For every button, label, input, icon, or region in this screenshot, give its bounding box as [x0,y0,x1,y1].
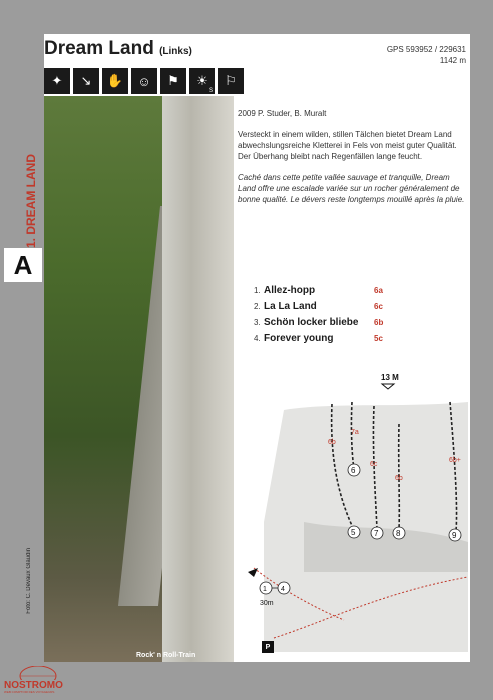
approach-distance: 30m [260,600,274,607]
description-de: Versteckt in einem wilden, stillen Tälchen bietet Dream Land abwechslungsreiche Kletterei in Fels von meist guter Qualität. Der Überhang bleibt nach Regenfällen lange feucht. [238,130,457,161]
sun-icon-sub: S [208,88,213,94]
sun-icon: ☀ S [189,68,215,94]
gps-coordinates: GPS 593952 / 229631 [386,45,466,54]
topo-route-number: 7 [374,529,379,538]
topo-route-number: 9 [452,531,457,540]
list-item: 3. Schön locker bliebe 6b [254,316,384,328]
face-icon: ☺ [131,68,157,94]
topo-grade: 6b [395,475,403,482]
description [238,108,466,215]
sidebar-label: 1. DREAM LAND [24,153,38,248]
photo-route-label: Rock' n Roll-Train [136,652,196,659]
topo-grade: 6c [370,461,378,468]
authors: 2009 P. Studer, B. Muralt [238,109,327,118]
walker-icon: ⚐ [218,68,244,94]
parking-icon: P [262,641,274,653]
list-item: 1. Allez-hopp 6a [254,284,383,296]
page-title [44,38,192,60]
topo-top-label: 13 M [381,373,399,382]
title-text: Dream Land [44,38,154,59]
header [44,38,470,66]
list-item: 2. La La Land 6c [254,300,383,312]
route-list [254,282,394,346]
icon-bar [44,68,244,94]
approach-to: 4 [281,586,285,593]
sector-letter: A [4,248,42,282]
topo-grade: 6b+ [449,457,461,464]
family-icon: ⚑ [160,68,186,94]
topo-diagram [244,372,468,660]
approach-from: 1 [263,586,267,593]
topo-route-number: 6 [351,466,356,475]
list-item: 4. Forever young 5c [254,332,383,344]
globe-icon [18,666,58,680]
topo-route-number: 8 [396,529,401,538]
thumb-icon: ✋ [102,68,128,94]
photo-credit: Foto: C. Devaux Glaudin [26,548,32,614]
watermark-tagline: WEB COMPTOIR DES VOYAGEURS [4,690,55,694]
title-subtitle: (Links) [159,46,192,57]
climbing-photo [44,96,234,662]
hiker-icon: ↘ [73,68,99,94]
rock-face [162,96,234,662]
topo-route-number: 5 [351,528,356,537]
gps-info [387,44,466,66]
topo-grade: 6b [328,439,336,446]
topo-grade: 7a [351,429,359,436]
description-fr: Caché dans cette petite vallée sauvage et tranquille, Dream Land offre une escalade variée sur un rocher généralement de bonne qualité. Le dévers reste longtemps mouillé après la pluie. [238,173,465,204]
watermark-logo [4,666,74,696]
child-icon: ✦ [44,68,70,94]
altitude: 1142 m [439,56,466,65]
watermark-brand: NOSTROMO [4,680,63,691]
